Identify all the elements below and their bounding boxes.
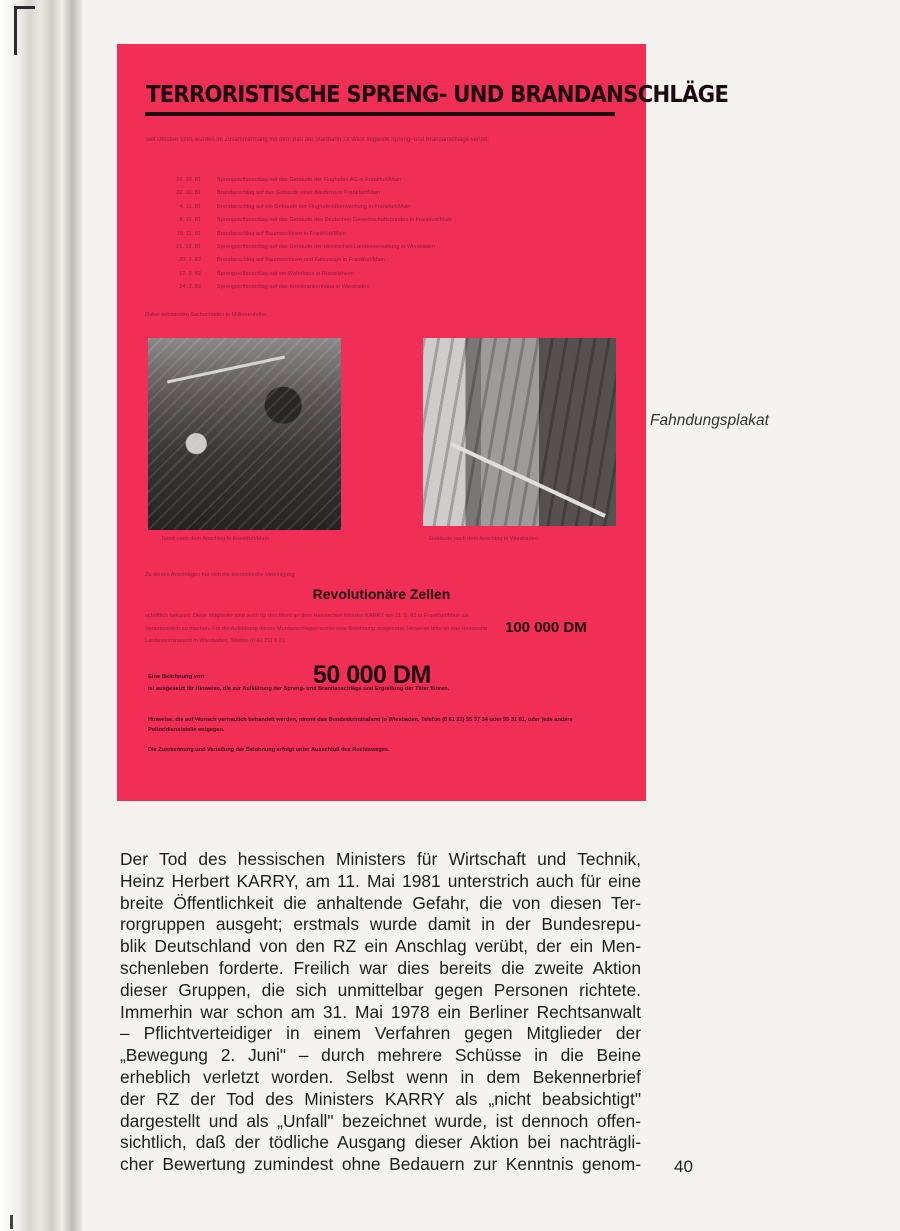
body-line: rorgruppen ausgeht; erstmals wurde damit in der Bundesrepu- — [120, 914, 641, 935]
contact-info: Hinweise, die auf Wunsch vertraulich behandelt werden, nimmt das Bundeskriminalamt in Wiesbaden, Telefon (0 61 21) 55 37 34 oder 55 31 01, oder jede andere Polizeidienststelle entgegen. — [148, 717, 573, 733]
attack-list-item — [145, 174, 615, 187]
photo-wreckage — [148, 338, 341, 530]
body-line: „Bewegung 2. Juni" – durch mehrere Schüsse in die Beine — [120, 1045, 641, 1066]
body-line: der RZ der Tod des Ministers KARRY als „nicht beabsichtigt" — [120, 1088, 641, 1109]
attack-date: 18. 11. 81 — [176, 230, 201, 237]
poster-intro: Seit Oktober 1981 wurden im Zusammenhang mit dem Bau der Startbahn 18 West folgende Spreng- und Brandanschläge verübt: — [145, 137, 490, 143]
attack-description: Brandanschlag auf Baumaschinen und Fahrzeuge in Frankfurt/Main — [217, 257, 385, 264]
page-number: 40 — [674, 1157, 693, 1176]
attack-date: 24. 2. 82 — [179, 284, 201, 291]
attack-description: Sprengstoffanschlag auf ein Wohnhaus in Rüsselsheim — [217, 270, 354, 277]
page-corner-mark — [14, 6, 35, 55]
body-line: Immerhin war schon am 31. Mai 1978 ein Berliner Rechtsanwalt — [120, 1001, 641, 1022]
body-line: – Pflichtverteidiger in einem Verfahren gegen Mitglieder der — [120, 1023, 641, 1044]
photo-caption-left: Tatort nach dem Anschlag in Frankfurt/Main — [161, 536, 269, 542]
photo-damaged-building — [423, 338, 616, 526]
title-rule — [145, 112, 615, 116]
body-line: blik Deutschland von den RZ ein Anschlag verübt, der ein Men- — [120, 936, 641, 957]
attack-description: Sprengstoffanschlag auf das Kreiskrankenhaus in Wiesbaden — [217, 284, 370, 291]
attack-list-item — [145, 254, 615, 267]
organization-name: Revolutionäre Zellen — [312, 586, 451, 602]
body-line: dieser Gruppen, die sich unmittelbar gegen Personen richtete. — [120, 979, 641, 1000]
attack-description: Brandanschlag auf das Gebäude einer Baufirma in Frankfurt/Main — [217, 190, 381, 197]
attack-date: 12. 2. 82 — [179, 270, 201, 277]
damage-note: Dabei entstanden Sachschäden in Millionenhöhe. — [145, 312, 268, 318]
attack-description: Brandanschlag auf ein Gebäude der Flughafenüberwachung in Frankfurt/Main — [217, 203, 411, 210]
book-binding — [0, 0, 82, 1231]
body-line: dargestellt und als „Unfall" bezeichnet wurde, ist dennoch offen- — [120, 1110, 641, 1131]
attack-date: 21. 12. 81 — [176, 243, 201, 250]
body-line: Heinz Herbert KARRY, am 11. Mai 1981 unterstrich auch für eine — [120, 870, 641, 891]
attack-description: Sprengstoffanschlag auf das Gebäude des Deutschen Gewerkschaftsbundes in Frankfurt/Main — [217, 217, 452, 224]
body-line: breite Öffentlichkeit die anhaltende Gefahr, die von diesen Ter- — [120, 892, 641, 913]
attack-list-item — [145, 214, 615, 227]
reward-amount: 50 000 DM — [313, 661, 431, 689]
binding-tick-mark — [10, 1215, 13, 1229]
earlier-reward-amount: 100 000 DM — [505, 619, 587, 636]
attack-date: 4. 11. 81 — [179, 203, 201, 210]
attack-date: 6. 11. 81 — [179, 217, 201, 224]
attack-date: 22. 10. 81 — [176, 190, 201, 197]
body-line: schenleben forderte. Freilich war dies bereits die zweite Aktion — [120, 957, 641, 978]
attack-list-item — [145, 281, 615, 294]
photo-caption-right: Gebäude nach dem Anschlag in Wiesbaden — [429, 536, 538, 542]
attack-description: Sprengstoffanschlag auf das Gebäude der Hessischen Landesverwaltung in Wiesbaden — [217, 243, 435, 250]
attack-date: 20. 1. 82 — [179, 257, 201, 264]
reward-purpose: ist ausgesetzt für Hinweise, die zur Aufklärung der Spreng- und Brandanschläge und Ergreifung der Täter führen. — [148, 686, 450, 692]
attack-list-item — [145, 241, 615, 254]
attack-list-item — [145, 187, 615, 200]
attack-description: Brandanschlag auf Baumaschinen in Frankfurt/Main — [217, 230, 346, 237]
attack-list-item — [145, 201, 615, 214]
body-line: cher Bewertung zumindest ohne Bedauern zur Kenntnis genom- — [120, 1154, 641, 1175]
reward-prefix: Eine Belohnung von — [148, 674, 205, 680]
body-line: erheblich verletzt worden. Selbst wenn in dem Bekennerbrief — [120, 1066, 641, 1087]
attack-description: Sprengstoffanschlag auf das Gebäude der Flughafen AG in Frankfurt/Main — [217, 177, 402, 183]
karry-reward-text: schriftlich bekannt. Diese Mitglieder sind auch für den Mord an dem Hessischen Minister KARRY am 11. 5. 81 in Frankfurt/Main als Verantwortlich zu machen. Für die Aufklärung dieses Mordanschlages wurde eine Belohnung ausgesetzt. Hinweise bitte an das Hessische Landeskriminalamt in Wiesbaden, Telefon (0 61 21) 8 21 — [145, 613, 488, 644]
body-line: sichtlich, daß der tödliche Ausgang dieser Aktion bei nachträgli- — [120, 1132, 641, 1153]
body-paragraph — [120, 849, 641, 1176]
reward-legal-note: Die Zuerkennung und Verteilung der Belohnung erfolgt unter Ausschluß des Rechtsweges. — [148, 747, 390, 753]
poster-title: TERRORISTISCHE SPRENG- UND BRANDANSCHLÄGE — [146, 82, 729, 108]
attack-list-item — [145, 268, 615, 281]
attack-list-item — [145, 228, 615, 241]
attack-date: 22. 10. 81 — [176, 177, 201, 183]
attack-list — [145, 174, 615, 295]
body-line: Der Tod des hessischen Ministers für Wirtschaft und Technik, — [120, 849, 641, 869]
figure-caption: Fahndungsplakat — [650, 412, 769, 429]
claim-text: Zu diesen Anschlägen hat sich die terroristische Vereinigung — [145, 572, 295, 578]
